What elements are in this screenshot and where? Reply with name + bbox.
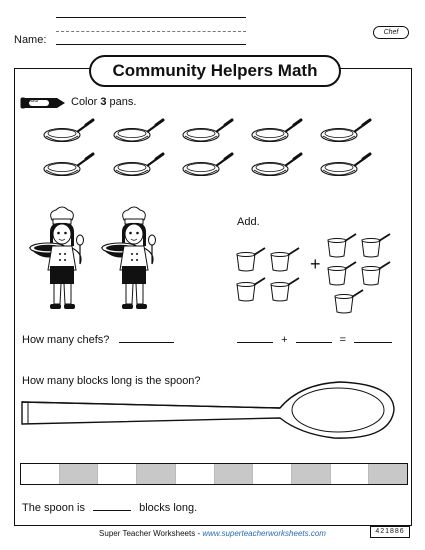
- measure-block: [137, 464, 176, 484]
- equation-equals: =: [339, 334, 347, 346]
- answer-prefix: The spoon is: [22, 502, 85, 514]
- measure-block: [292, 464, 331, 484]
- plus-sign: +: [310, 254, 321, 274]
- measuring-blocks-strip: [20, 463, 408, 485]
- measure-block: [253, 464, 292, 484]
- topic-badge: Chef: [373, 26, 409, 39]
- measure-block: [21, 464, 60, 484]
- worksheet-code: 421886: [370, 526, 410, 538]
- measure-block: [60, 464, 99, 484]
- measure-block: [331, 464, 370, 484]
- page-title: Community Helpers Math: [89, 55, 341, 87]
- instruction-suffix: pans.: [106, 96, 137, 108]
- name-label: Name:: [14, 34, 47, 46]
- chefs-question-text: How many chefs?: [22, 334, 110, 346]
- measure-block: [215, 464, 254, 484]
- instruction-count: 3: [100, 96, 107, 108]
- answer-suffix: blocks long.: [139, 502, 198, 514]
- footer-brand: Super Teacher Worksheets -: [99, 529, 203, 538]
- footer-url[interactable]: www.superteacherworksheets.com: [202, 529, 326, 538]
- measure-block: [176, 464, 215, 484]
- measure-block: [369, 464, 407, 484]
- measure-block: [98, 464, 137, 484]
- footer: [0, 529, 425, 538]
- spoon-answer-blank[interactable]: [93, 510, 131, 511]
- instruction-prefix: Color: [71, 96, 101, 108]
- spoon-answer-sentence: [22, 502, 197, 514]
- crayon-label: Color: [27, 98, 39, 104]
- equation-plus: +: [281, 334, 288, 346]
- spoon-question: How many blocks long is the spoon?: [22, 375, 201, 387]
- add-label: Add.: [237, 216, 260, 228]
